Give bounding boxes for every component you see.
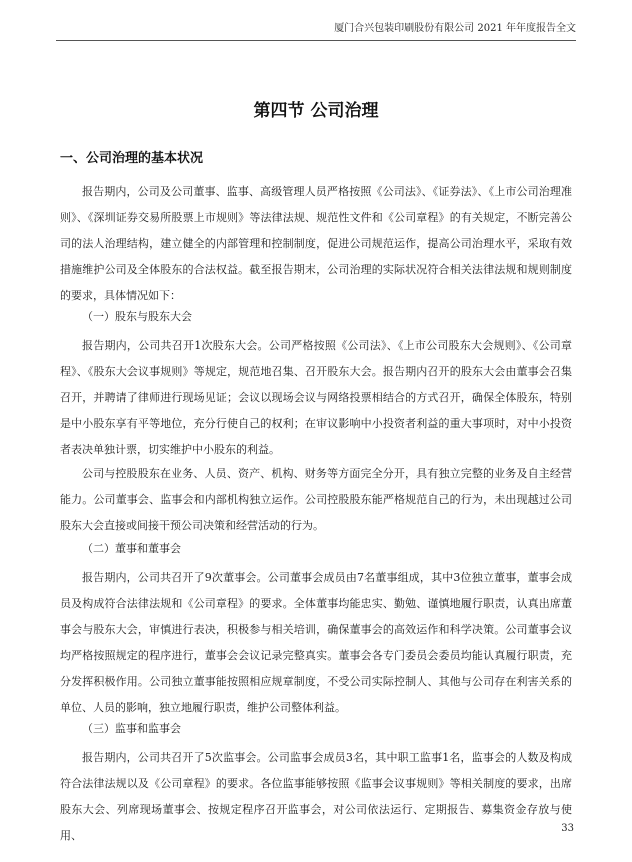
paragraph-shareholders-meeting: 报告期内，公司共召开1次股东大会。公司严格按照《公司法》、《上市公司股东大会规则》、《公司章程》、《股东大会议事规则》等规定，规范地召集、召开股东大会。报告期内召开的股东大会由董事会召集召开，并聘请了律师进行现场见证；会议以现场会议与网络投票相结合的方式召开，确保全体股东，特别是中小股东享有平等地位，充分行使自己的权利；在审议影响中小投资者利益的重大事项时，对中小投资者表决单独计票，切实维护中小股东的利益。: [60, 339, 572, 456]
page-header: [56, 0, 576, 41]
subsection-title-supervisors: （三）监事和监事会: [82, 722, 181, 735]
paragraph-controlling-shareholder: 公司与控股股东在业务、人员、资产、机构、财务等方面完全分开，具有独立完整的业务及自主经营能力。公司董事会、监事会和内部机构独立运作。公司控股股东能严格规范自己的行为，未出现越过公司股东大会直接或间接干预公司决策和经营活动的行为。: [60, 467, 572, 532]
subsection-title-board: （二）董事和董事会: [82, 542, 181, 555]
page-number: 33: [561, 823, 574, 834]
paragraph-supervisors: 报告期内，公司共召开了5次监事会。公司监事会成员3名，其中职工监事1名，监事会的人数及构成符合法律法规以及《公司章程》的要求。各位监事能够按照《监事会议事规则》等相关制度的要求，出席股东大会、列席现场董事会、按规定程序召开监事会，对公司依法运行、定期报告、募集资金存放与使用、: [60, 751, 572, 842]
paragraph-board: 报告期内，公司共召开了9次董事会。公司董事会成员由7名董事组成，其中3位独立董事，董事会成员及构成符合法律法规和《公司章程》的要求。全体董事均能忠实、勤勉、谨慎地履行职责，认真出席董事会与股东大会，审慎进行表决，积极参与相关培训，确保董事会的高效运作和科学决策。公司董事会议均严格按照规定的程序进行，董事会会议记录完整真实。董事会各专门委员会委员均能认真履行职责，充分发挥积极作用。公司独立董事能按照相应规章制度，不受公司实际控制人、其他与公司存在利害关系的单位、人员的影响，独立地履行职责，维护公司整体利益。: [60, 571, 572, 714]
heading-governance-basics: 一、公司治理的基本状况: [60, 151, 204, 166]
intro-paragraph: 报告期内，公司及公司董事、监事、高级管理人员严格按照《公司法》、《证券法》、《上市公司治理准则》、《深圳证券交易所股票上市规则》等法律法规、规范性文件和《公司章程》的有关规定，不断完善公司的法人治理结构，建立健全的内部管理和控制制度，促进公司规范运作，提高公司治理水平，采取有效措施维护公司及全体股东的合法权益。截至报告期末，公司治理的实际状况符合相关法律法规和规则制度的要求，具体情况如下：: [60, 185, 572, 302]
subsection-title-shareholders: （一）股东与股东大会: [82, 310, 192, 323]
section-title: 第四节 公司治理: [253, 101, 379, 121]
header-title: 厦门合兴包装印刷股份有限公司 2021 年年度报告全文: [334, 23, 576, 34]
